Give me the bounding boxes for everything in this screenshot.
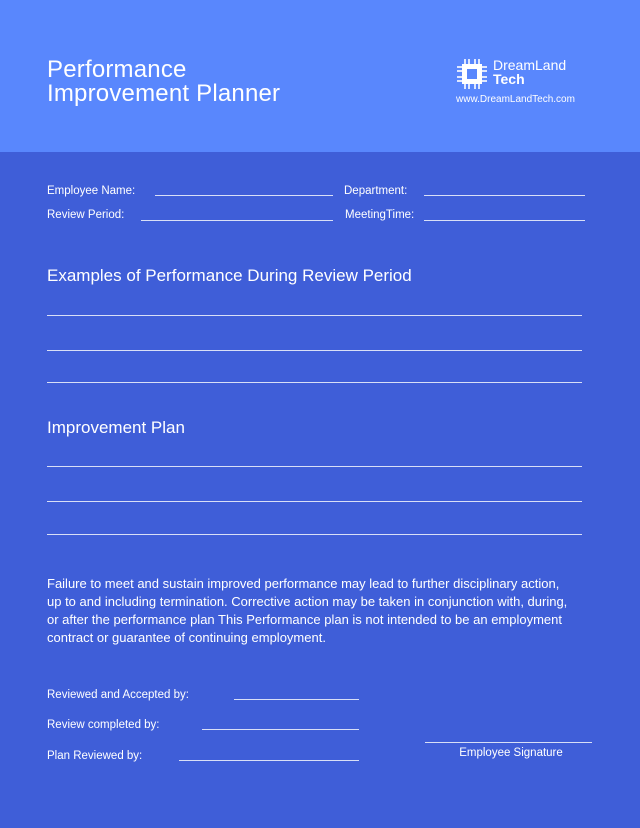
meeting-time-label: MeetingTime: [345, 209, 415, 221]
improvement-line-3[interactable] [47, 534, 582, 535]
employee-name-field[interactable] [155, 195, 333, 196]
improvement-line-1[interactable] [47, 466, 582, 467]
employee-name-label: Employee Name: [47, 185, 136, 197]
examples-line-3[interactable] [47, 382, 582, 383]
examples-line-1[interactable] [47, 315, 582, 316]
chip-icon [456, 58, 488, 90]
improvement-line-2[interactable] [47, 501, 582, 502]
review-period-label: Review Period: [47, 209, 125, 221]
employee-signature-field[interactable] [425, 742, 592, 743]
plan-reviewed-field[interactable] [179, 760, 359, 761]
reviewed-accepted-field[interactable] [234, 699, 359, 700]
page-title [47, 58, 280, 106]
review-completed-label: Review completed by: [47, 719, 160, 731]
department-field[interactable] [424, 195, 585, 196]
review-period-field[interactable] [141, 220, 333, 221]
company-website: www.DreamLandTech.com [456, 94, 575, 105]
examples-section-title: Examples of Performance During Review Period [47, 266, 412, 285]
brand-name-line-1: DreamLand [493, 57, 567, 73]
examples-line-2[interactable] [47, 350, 582, 351]
header-banner [0, 0, 640, 152]
employee-signature-label: Employee Signature [459, 747, 563, 759]
review-completed-field[interactable] [202, 729, 359, 730]
department-label: Department: [344, 185, 408, 197]
title-line-1: Performance [47, 56, 187, 83]
title-line-2: Improvement Planner [47, 80, 281, 107]
disclaimer-text: Failure to meet and sustain improved performance may lead to further disciplinary action, up to and including termination. Corrective action may be taken in conjunction with, during, or after the performance plan This Performance plan is not intended to be an employment contract or guarantee of continuing employment. [47, 576, 568, 645]
company-logo [456, 57, 606, 107]
meeting-time-field[interactable] [424, 220, 585, 221]
brand-name-line-2: Tech [493, 71, 525, 87]
improvement-plan-title: Improvement Plan [47, 418, 185, 437]
plan-reviewed-label: Plan Reviewed by: [47, 750, 143, 762]
reviewed-accepted-label: Reviewed and Accepted by: [47, 689, 189, 701]
